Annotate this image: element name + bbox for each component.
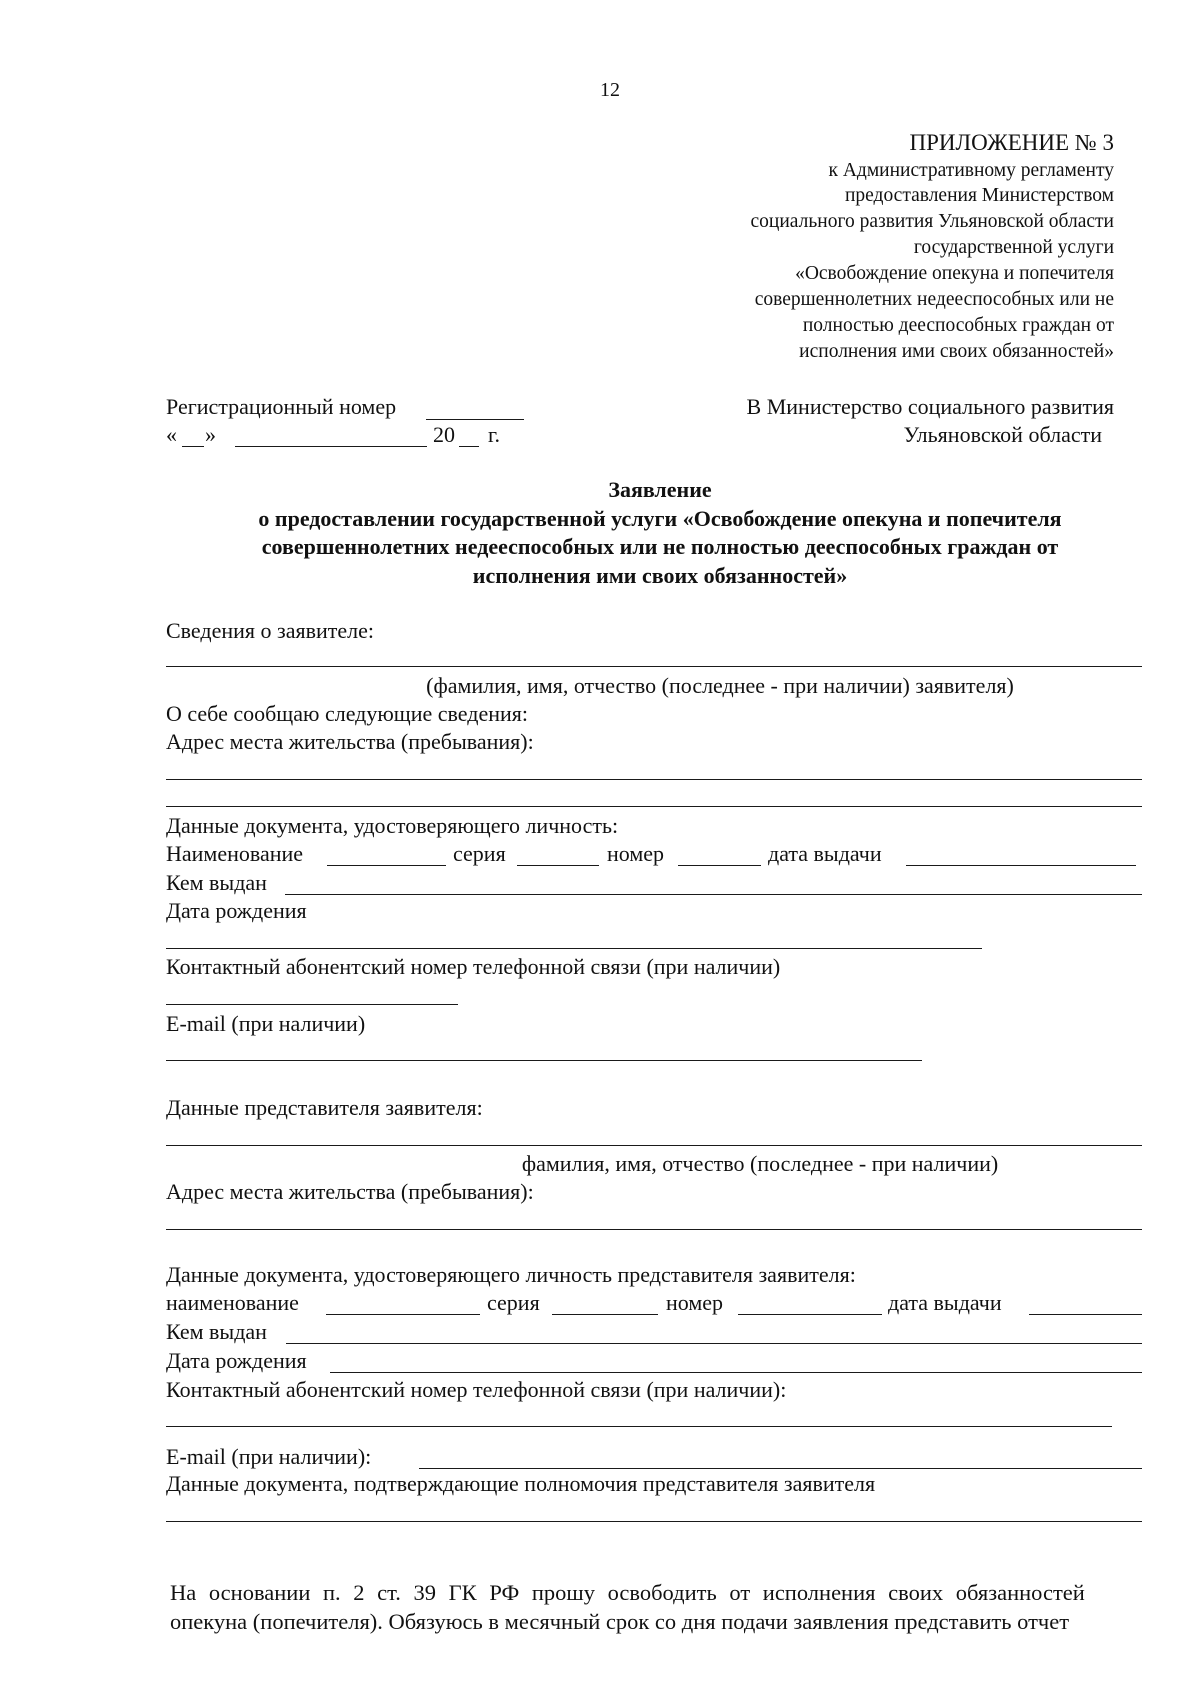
applicant-doc-date-field[interactable] — [906, 865, 1136, 866]
applicant-doc-series-label: серия — [453, 841, 506, 866]
representative-name-field[interactable] — [166, 1145, 1142, 1146]
applicant-doc-name-label: Наименование — [166, 841, 304, 866]
representative-section-label: Данные представителя заявителя: — [166, 1095, 483, 1120]
representative-authority-field[interactable] — [166, 1521, 1142, 1522]
applicant-phone-label: Контактный абонентский номер телефонной связи (при наличии) — [166, 954, 781, 979]
document-heading: Заявление — [608, 477, 712, 502]
document-subtitle-line: исполнения ими своих обязанностей» — [472, 563, 848, 588]
registration-number-label: Регистрационный номер — [166, 394, 397, 419]
applicant-section-label: Сведения о заявителе: — [166, 618, 375, 643]
applicant-doc-number-label: номер — [607, 841, 665, 866]
appendix-line: совершеннолетних недееспособных или не — [754, 289, 1114, 310]
date-year-field[interactable] — [459, 446, 479, 447]
applicant-name-field[interactable] — [166, 666, 1142, 667]
applicant-issued-by-field[interactable] — [285, 894, 1142, 895]
applicant-doc-heading: Данные документа, удостоверяющего личность: — [166, 813, 619, 838]
date-quote-close: » — [205, 422, 216, 447]
addressee-line: В Министерство социального развития — [746, 394, 1114, 419]
registration-number-field[interactable] — [426, 419, 524, 420]
representative-phone-field[interactable] — [166, 1426, 1112, 1427]
date-day-field[interactable] — [182, 446, 204, 447]
document-subtitle-line: совершеннолетних недееспособных или не полностью дееспособных граждан от — [261, 534, 1059, 559]
appendix-title: ПРИЛОЖЕНИЕ № 3 — [909, 130, 1114, 155]
applicant-phone-field[interactable] — [166, 1004, 458, 1005]
representative-issued-by-field[interactable] — [286, 1343, 1142, 1344]
applicant-issued-by-label: Кем выдан — [166, 870, 267, 895]
applicant-address-field-2[interactable] — [166, 806, 1142, 807]
date-year-suffix: г. — [488, 422, 501, 447]
applicant-birth-date-label: Дата рождения — [166, 898, 307, 923]
representative-doc-number-field[interactable] — [738, 1314, 882, 1315]
representative-address-field[interactable] — [166, 1229, 1142, 1230]
applicant-name-caption: (фамилия, имя, отчество (последнее - при наличии) заявителя) — [426, 673, 1014, 698]
date-quote-open: « — [166, 422, 177, 447]
applicant-doc-name-field[interactable] — [327, 865, 446, 866]
appendix-line: социального развития Ульяновской области — [750, 211, 1114, 232]
representative-birth-date-label: Дата рождения — [166, 1348, 307, 1373]
representative-authority-label: Данные документа, подтверждающие полномочия представителя заявителя — [166, 1471, 876, 1496]
representative-doc-number-label: номер — [666, 1290, 724, 1315]
representative-name-caption: фамилия, имя, отчество (последнее - при наличии) — [521, 1151, 999, 1176]
representative-doc-series-field[interactable] — [552, 1314, 658, 1315]
representative-birth-date-field[interactable] — [330, 1372, 1142, 1373]
applicant-doc-number-field[interactable] — [678, 865, 761, 866]
document-subtitle-line: о предоставлении государственной услуги «Освобождение опекуна и попечителя — [258, 506, 1062, 531]
representative-doc-name-field[interactable] — [326, 1314, 480, 1315]
representative-doc-series-label: серия — [487, 1290, 540, 1315]
representative-doc-date-field[interactable] — [1029, 1314, 1142, 1315]
request-paragraph-line: опекуна (попечителя). Обязуюсь в месячный срок со дня подачи заявления представить отчет — [170, 1609, 1070, 1634]
request-paragraph-line: На основании п. 2 ст. 39 ГК РФ прошу освободить от исполнения своих обязанностей — [170, 1580, 1085, 1605]
addressee-line: Ульяновской области — [903, 422, 1102, 447]
appendix-line: полностью дееспособных граждан от — [802, 315, 1114, 336]
appendix-line: предоставления Министерством — [844, 185, 1114, 206]
representative-phone-label: Контактный абонентский номер телефонной связи (при наличии): — [166, 1377, 787, 1402]
date-month-field[interactable] — [235, 446, 427, 447]
representative-doc-name-label: наименование — [166, 1290, 299, 1315]
representative-email-label: E-mail (при наличии): — [166, 1444, 372, 1469]
applicant-address-field-1[interactable] — [166, 779, 1142, 780]
applicant-doc-series-field[interactable] — [517, 865, 599, 866]
applicant-about-label: О себе сообщаю следующие сведения: — [166, 701, 529, 726]
applicant-doc-date-label: дата выдачи — [768, 841, 882, 866]
date-year-prefix: 20 — [433, 422, 455, 447]
appendix-line: «Освобождение опекуна и попечителя — [795, 263, 1114, 284]
appendix-line: к Административному регламенту — [828, 160, 1114, 181]
page-number: 12 — [600, 79, 620, 101]
representative-doc-date-label: дата выдачи — [888, 1290, 1002, 1315]
appendix-line: исполнения ими своих обязанностей» — [799, 341, 1114, 362]
applicant-birth-date-field[interactable] — [166, 948, 982, 949]
applicant-address-label: Адрес места жительства (пребывания): — [166, 729, 534, 754]
appendix-line: государственной услуги — [913, 237, 1114, 258]
representative-issued-by-label: Кем выдан — [166, 1319, 267, 1344]
representative-email-field[interactable] — [419, 1468, 1142, 1469]
representative-address-label: Адрес места жительства (пребывания): — [166, 1179, 534, 1204]
applicant-email-label: E-mail (при наличии) — [166, 1011, 366, 1036]
applicant-email-field[interactable] — [166, 1060, 922, 1061]
representative-doc-heading: Данные документа, удостоверяющего личность представителя заявителя: — [166, 1262, 856, 1287]
